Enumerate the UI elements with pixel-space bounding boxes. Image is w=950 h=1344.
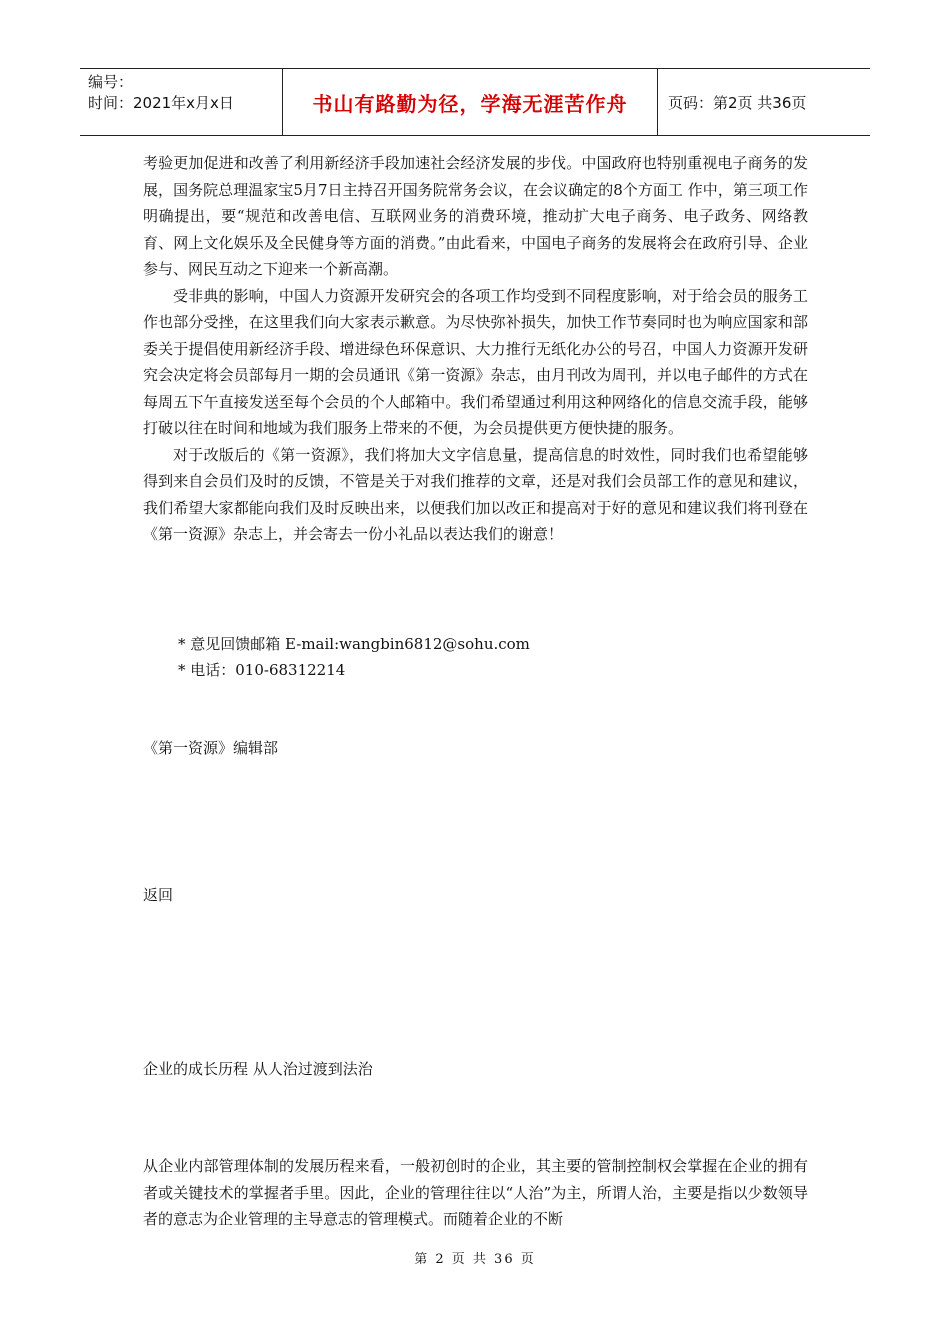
header-motto: 书山有路勤为径，学海无涯苦作舟 xyxy=(282,69,658,135)
paragraph: 考验更加促进和改善了利用新经济手段加速社会经济发展的步伐。中国政府也特别重视电子商务的发展，国务院总理温家宝5月7日主持召开国务院常务会议，在会议确定的8个方面工 作中，第三项工作明确提出，要“规范和改善电信、互联网业务的消费环境，推动扩大电子商务、电子政务、网络教育、网上文化娱乐及全民健身等方面的消费。”由此看来，中国电子商务的发展将会在政府引导、企业参与、网民互动之下迎来一个新高潮。 xyxy=(143,154,808,278)
page-footer: 第 2 页 共 36 页 xyxy=(414,1252,536,1267)
header-meta xyxy=(80,69,282,135)
section-title: 企业的成长历程 从人治过渡到法治 xyxy=(143,1060,373,1078)
back-link[interactable]: 返回 xyxy=(143,886,174,904)
paragraph: 受非典的影响，中国人力资源开发研究会的各项工作均受到不同程度影响，对于给会员的服务工作也部分受挫，在这里我们向大家表示歉意。为尽快弥补损失，加快工作节奏同时也为响应国家和部委关于提倡使用新经济手段、增进绿色环保意识、大力推行无纸化办公的号召，中国人力资源开发研究会决定将会员部每月一期的会员通讯《第一资源》杂志，由月刊改为周刊，并以电子邮件的方式在每周五下午直接发送至每个会员的个人邮箱中。我们希望通过利用这种网络化的信息交流手段，能够打破以往在时间和地域为我们服务上带来的不便，为会员提供更方便快捷的服务。 xyxy=(143,286,808,437)
document-header xyxy=(80,68,870,136)
document-number-label: 编号： xyxy=(88,73,134,91)
document-date: 时间：2021年x月x日 xyxy=(88,94,234,112)
paragraph: 对于改版后的《第一资源》，我们将加大文字信息量，提高信息的时效性，同时我们也希望能够得到来自会员们及时的反馈，不管是关于对我们推荐的文章，还是对我们会员部工作的意见和建议，我们希望大家都能向我们及时反映出来，以便我们加以改正和提高对于好的意见和建议我们将刊登在《第一资源》杂志上，并会寄去一份小礼品以表达我们的谢意！ xyxy=(143,445,808,543)
contact-email: * 意见回馈邮箱 E-mail:wangbin6812@sohu.com xyxy=(178,635,530,653)
contact-phone: * 电话：010-68312214 xyxy=(178,661,346,679)
paragraph: 从企业内部管理体制的发展历程来看，一般初创时的企业，其主要的管制控制权会掌握在企业的拥有者或关键技术的掌握者手里。因此，企业的管理往往以“人治”为主，所谓人治，主要是指以少数领导者的意志为企业管理的主导意志的管理模式。而随着企业的不断 xyxy=(143,1157,808,1228)
main-content xyxy=(143,150,808,548)
editorial-signature: 《第一资源》编辑部 xyxy=(143,739,279,757)
header-page-code: 页码：第2页 共36页 xyxy=(668,93,807,112)
